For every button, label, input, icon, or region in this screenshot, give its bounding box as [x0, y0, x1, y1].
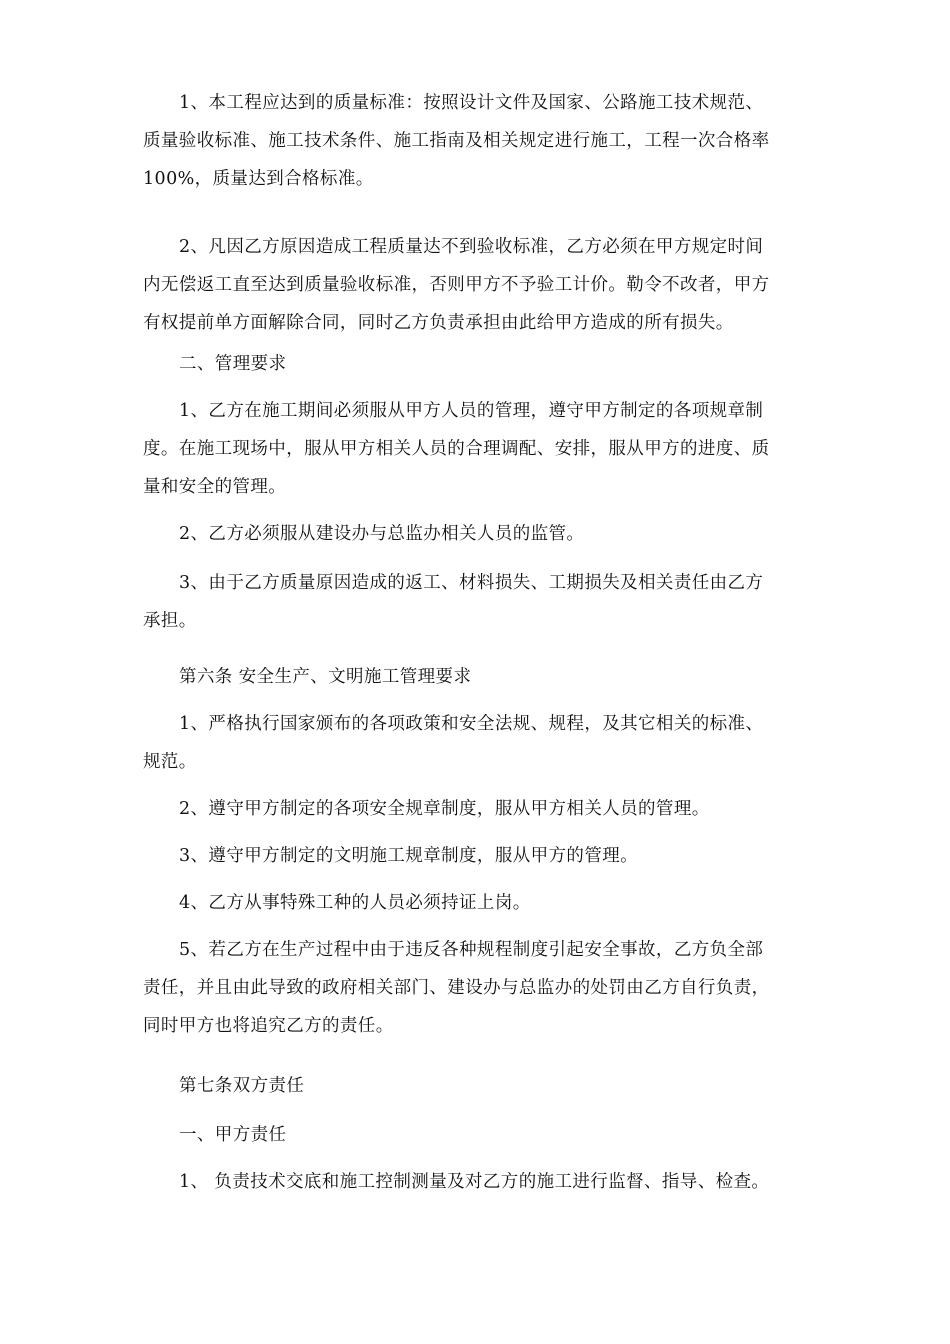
para-comply-regulations: [143, 705, 833, 781]
text-line: 1、本工程应达到的质量标准：按照设计文件及国家、公路施工技术规范、: [179, 93, 764, 113]
text-line: 1、 负责技术交底和施工控制测量及对乙方的施工进行监督、指导、检查。: [179, 1172, 770, 1192]
para-quality-standard: [143, 84, 833, 198]
para-technical-disclosure: [143, 1163, 833, 1201]
text-line: 第七条双方责任: [179, 1076, 305, 1096]
text-line: 量和安全的管理。: [143, 477, 287, 497]
text-line: 内无偿返工直至达到质量验收标准，否则甲方不予验工计价。勒令不改者，甲方: [143, 275, 770, 295]
para-obey-management: [143, 392, 833, 506]
text-line: 1、乙方在施工期间必须服从甲方人员的管理，遵守甲方制定的各项规章制: [179, 401, 764, 421]
text-line: 1、严格执行国家颁布的各项政策和安全法规、规程，及其它相关的标准、: [179, 714, 764, 734]
para-rework-cost: [143, 564, 833, 640]
para-accident-liability: [143, 931, 833, 1045]
text-line: 100%，质量达到合格标准。: [143, 169, 374, 189]
text-line: 度。在施工现场中，服从甲方相关人员的合理调配、安排，服从甲方的进度、质: [143, 439, 770, 459]
heading-article-7: [143, 1067, 833, 1105]
heading-management-requirements: [143, 345, 833, 383]
para-certified-workers: [143, 884, 833, 922]
text-line: 二、管理要求: [179, 354, 287, 374]
para-civilized-construction: [143, 837, 833, 875]
text-line: 5、若乙方在生产过程中由于违反各种规程制度引起安全事故，乙方负全部: [179, 940, 764, 960]
para-obey-supervision: [143, 515, 833, 553]
text-line: 4、乙方从事特殊工种的人员必须持证上岗。: [179, 893, 531, 913]
text-line: 责任，并且由此导致的政府相关部门、建设办与总监办的处罚由乙方自行负责，: [143, 978, 770, 998]
text-line: 2、乙方必须服从建设办与总监办相关人员的监管。: [179, 524, 585, 544]
text-line: 同时甲方也将追究乙方的责任。: [143, 1016, 394, 1036]
text-line: 质量验收标准、施工技术条件、施工指南及相关规定进行施工，工程一次合格率: [143, 131, 770, 151]
text-line: 规范。: [143, 752, 197, 772]
text-line: 3、由于乙方质量原因造成的返工、材料损失、工期损失及相关责任由乙方: [179, 573, 764, 593]
heading-article-6: [143, 658, 833, 696]
text-line: 有权提前单方面解除合同，同时乙方负责承担由此给甲方造成的所有损失。: [143, 313, 734, 333]
text-line: 3、遵守甲方制定的文明施工规章制度，服从甲方的管理。: [179, 846, 639, 866]
text-line: 2、遵守甲方制定的各项安全规章制度，服从甲方相关人员的管理。: [179, 799, 710, 819]
para-rework-liability: [143, 228, 833, 342]
text-line: 2、凡因乙方原因造成工程质量达不到验收标准，乙方必须在甲方规定时间: [179, 237, 764, 257]
text-line: 第六条 安全生产、文明施工管理要求: [179, 667, 472, 687]
para-safety-rules: [143, 790, 833, 828]
heading-party-a-duties: [143, 1116, 833, 1154]
text-line: 承担。: [143, 611, 197, 631]
text-line: 一、甲方责任: [179, 1125, 287, 1145]
